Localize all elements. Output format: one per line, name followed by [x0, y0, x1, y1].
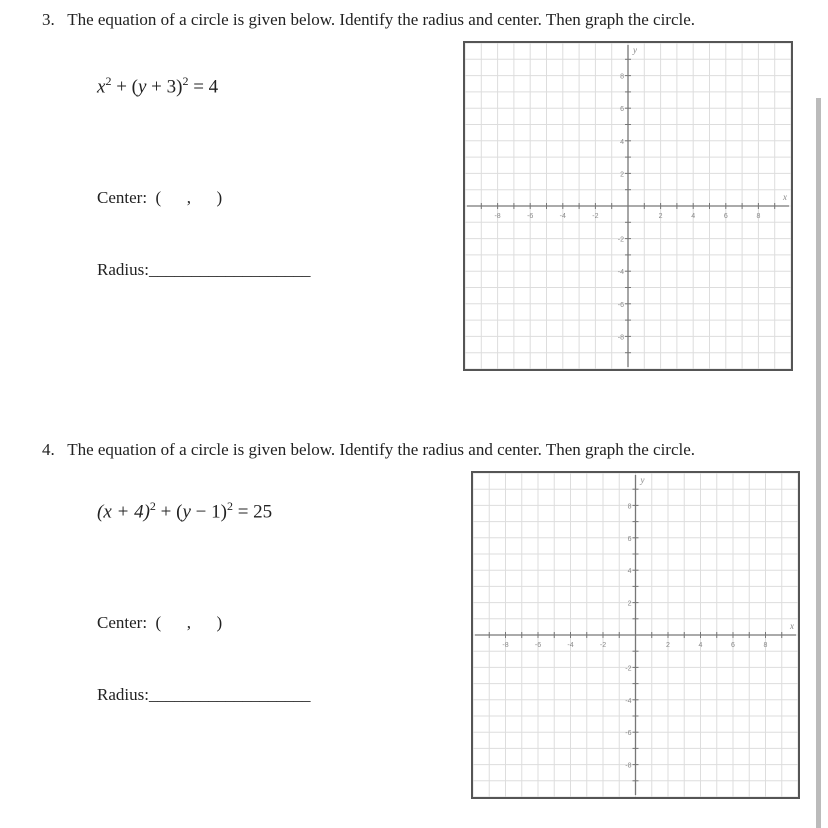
- x-tick-label: -4: [559, 213, 566, 220]
- eq-term: y: [137, 76, 147, 98]
- eq-term: = 4: [188, 76, 219, 98]
- coordinate-grid-4[interactable]: [471, 471, 800, 799]
- y-tick-label: -4: [625, 697, 632, 705]
- problem-text: The equation of a circle is given below. Identify the radius and center. Then graph the circle.: [67, 440, 696, 459]
- y-tick-label: 4: [627, 568, 632, 576]
- center-field[interactable]: [97, 188, 222, 208]
- x-tick-label: -4: [567, 642, 574, 649]
- eq-term: x: [97, 76, 106, 98]
- eq-term: + (: [155, 501, 183, 523]
- y-tick-label: -8: [625, 762, 632, 770]
- x-tick-label: -6: [534, 642, 542, 649]
- x-tick-label: -2: [592, 213, 599, 220]
- radius-blank[interactable]: ___________________: [148, 260, 311, 279]
- x-tick-label: -8: [502, 642, 509, 649]
- eq-exponent: 2: [182, 74, 189, 88]
- eq-term: (x + 4): [97, 501, 150, 523]
- x-tick-label: 6: [731, 642, 735, 649]
- y-tick-label: 2: [627, 600, 632, 608]
- scrollbar[interactable]: [816, 98, 821, 828]
- eq-exponent: 2: [149, 499, 156, 513]
- eq-term: = 25: [232, 501, 273, 523]
- x-tick-label: 4: [698, 642, 703, 649]
- radius-blank[interactable]: ___________________: [148, 685, 311, 704]
- x-tick-label: -8: [494, 213, 501, 220]
- grid-svg: [465, 43, 791, 369]
- x-tick-label: -2: [599, 642, 607, 649]
- y-tick-label: 6: [620, 106, 624, 114]
- x-axis-label: x: [783, 192, 787, 202]
- radius-label: Radius:: [97, 260, 149, 279]
- y-tick-label: 8: [627, 503, 632, 511]
- problem-4-prompt: [42, 440, 695, 460]
- radius-field[interactable]: [97, 685, 310, 705]
- eq-term: + 3): [146, 76, 183, 98]
- y-tick-label: 6: [627, 535, 632, 543]
- center-label: Center:: [97, 613, 148, 632]
- y-axis-label: y: [640, 475, 645, 485]
- eq-exponent: 2: [105, 74, 112, 88]
- radius-label: Radius:: [97, 685, 149, 704]
- radius-field[interactable]: [97, 260, 310, 280]
- y-tick-label: -8: [617, 334, 624, 342]
- problem-number: 3.: [42, 10, 55, 29]
- x-tick-label: 2: [658, 213, 663, 220]
- problem-4-equation: [97, 499, 272, 523]
- x-tick-label: 4: [691, 213, 696, 220]
- y-tick-label: -6: [625, 730, 632, 738]
- x-tick-label: 6: [723, 213, 728, 220]
- y-tick-label: -2: [625, 665, 632, 673]
- problem-3-equation: [97, 74, 218, 98]
- center-label: Center:: [97, 188, 148, 207]
- y-axis-label: y: [633, 45, 637, 55]
- eq-term: − 1): [190, 501, 227, 523]
- center-blank[interactable]: ( , ): [155, 613, 223, 632]
- y-tick-label: -6: [617, 301, 624, 309]
- coordinate-grid-3[interactable]: [463, 41, 793, 371]
- x-tick-label: -6: [527, 213, 534, 220]
- eq-term: + (: [111, 76, 138, 98]
- x-tick-label: 8: [763, 642, 768, 649]
- x-axis-label: x: [790, 621, 794, 631]
- y-tick-label: -2: [617, 236, 624, 244]
- grid-svg: [473, 473, 798, 797]
- problem-number: 4.: [42, 440, 55, 459]
- problem-3-prompt: [42, 10, 695, 30]
- center-field[interactable]: [97, 613, 222, 633]
- problem-text: The equation of a circle is given below. Identify the radius and center. Then graph the circle.: [67, 10, 696, 29]
- y-tick-label: -4: [617, 269, 624, 277]
- eq-exponent: 2: [226, 499, 233, 513]
- center-blank[interactable]: ( , ): [155, 188, 223, 207]
- y-tick-label: 4: [620, 138, 624, 146]
- eq-term: y: [182, 501, 191, 523]
- x-tick-label: 8: [756, 213, 761, 220]
- x-tick-label: 2: [666, 642, 670, 649]
- y-tick-label: 2: [620, 171, 624, 179]
- y-tick-label: 8: [620, 73, 624, 81]
